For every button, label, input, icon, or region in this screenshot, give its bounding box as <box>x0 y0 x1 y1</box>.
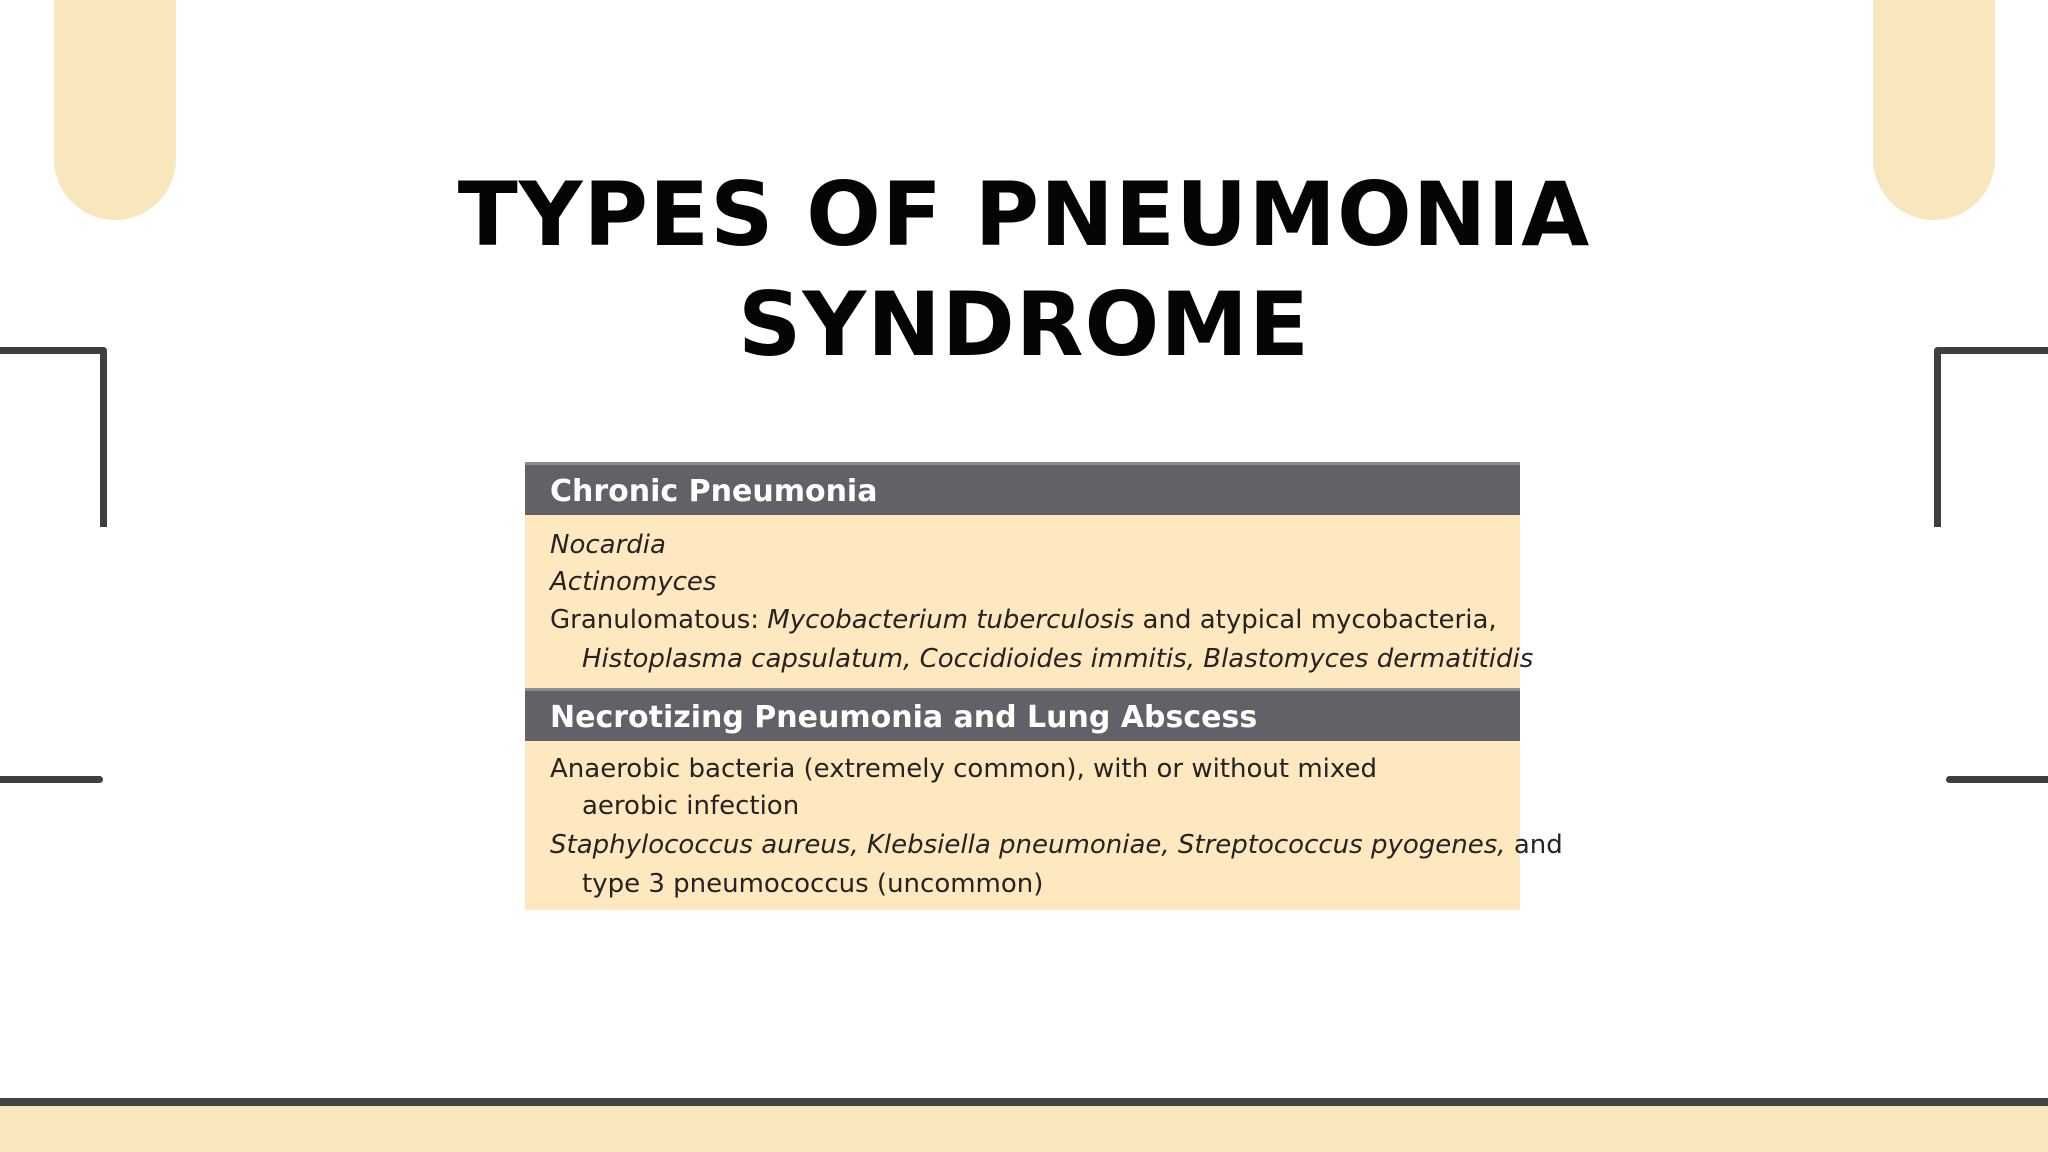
granulomatous-species: Mycobacterium tuberculosis <box>767 605 1135 635</box>
list-item-granulomatous <box>550 603 1497 637</box>
slide-title-line2: SYNDROME <box>737 273 1311 376</box>
list-item-staphylococcus-cont: type 3 pneumococcus (uncommon) <box>582 869 1044 899</box>
list-item-staphylococcus <box>550 828 1563 862</box>
granulomatous-prefix: Granulomatous: <box>550 605 768 635</box>
section-header-chronic: Chronic Pneumonia <box>525 462 1520 515</box>
decorative-tab-left <box>54 0 176 220</box>
list-item-actinomyces: Actinomyces <box>550 567 717 597</box>
list-item-granulomatous-cont: Histoplasma capsulatum, Coccidioides immitis, Blastomyces dermatitidis <box>582 644 1534 674</box>
section-header-necrotizing: Necrotizing Pneumonia and Lung Abscess <box>525 688 1520 741</box>
granulomatous-suffix: and atypical mycobacteria, <box>1134 605 1497 635</box>
list-item-anaerobic: Anaerobic bacteria (extremely common), with or without mixed <box>550 754 1377 784</box>
staphylococcus-suffix: and <box>1505 830 1563 860</box>
footer-divider <box>0 1098 2048 1106</box>
decorative-dash-right <box>1946 776 2048 783</box>
decorative-bracket-left <box>0 347 107 527</box>
decorative-tab-right <box>1873 0 1995 220</box>
list-item-nocardia: Nocardia <box>550 530 666 560</box>
slide-title <box>424 160 1624 380</box>
decorative-bracket-right <box>1934 347 2048 527</box>
decorative-dash-left <box>0 776 103 783</box>
footer-band <box>0 1106 2048 1152</box>
list-item-anaerobic-cont: aerobic infection <box>582 791 800 821</box>
pneumonia-table <box>525 462 1563 910</box>
staphylococcus-species: Staphylococcus aureus, Klebsiella pneumoniae, Streptococcus pyogenes, <box>550 830 1506 860</box>
slide-title-line1: TYPES OF PNEUMONIA <box>457 163 1591 266</box>
